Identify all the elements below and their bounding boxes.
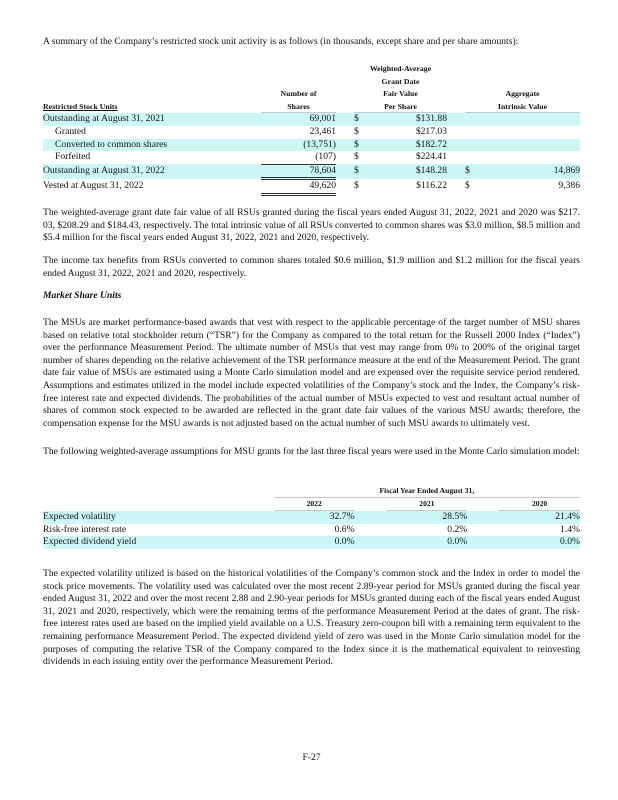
header-price-l4: Per Share bbox=[354, 100, 447, 113]
row-agg-dollar: $ bbox=[465, 164, 495, 179]
row-dollar-sign: $ bbox=[354, 180, 359, 192]
header-price-l2: Grant Date bbox=[381, 76, 420, 86]
row-dollar-sign: $ bbox=[354, 139, 384, 152]
row-shares: 23,461 bbox=[309, 125, 336, 137]
header-price-l3: Fair Value bbox=[383, 89, 418, 99]
header-shares-l2: Shares bbox=[261, 100, 336, 113]
msu-assumptions-intro: The following weighted-average assumptions for MSU grants for the last three fiscal years were used in the Monte Carlo simulation model: bbox=[43, 446, 580, 457]
row-price: $182.72 bbox=[384, 139, 447, 152]
row-price: $224.41 bbox=[415, 151, 447, 163]
header-agg-l2: Intrinsic Value bbox=[465, 100, 580, 113]
table-row bbox=[43, 139, 580, 152]
row-shares: 49,620 bbox=[261, 179, 336, 195]
header-year-2020: 2020 bbox=[499, 497, 580, 511]
row-dollar-sign: $ bbox=[354, 164, 384, 179]
rsu-tax-benefit-paragraph: The income tax benefits from RSUs converted to common shares totaled $0.6 million, $1.9 million and $1.2 million for the fiscal years ended August 31, 2022, 2021 and 2020, respectively. bbox=[43, 255, 580, 279]
row-dollar-sign: $ bbox=[354, 151, 359, 163]
row-shares: (107) bbox=[261, 151, 336, 164]
table-row bbox=[43, 179, 580, 195]
rsu-header-row bbox=[43, 62, 580, 75]
row-agg-dollar bbox=[465, 139, 495, 152]
row-value-2021: 0.0% bbox=[386, 536, 467, 549]
row-agg bbox=[495, 126, 580, 139]
row-value-2022: 0.6% bbox=[334, 523, 355, 535]
row-price: $148.28 bbox=[384, 164, 447, 179]
row-value-2020: 21.4% bbox=[499, 511, 580, 524]
row-label: Outstanding at August 31, 2022 bbox=[43, 164, 261, 179]
row-agg-dollar bbox=[465, 126, 495, 139]
msu-description-paragraph: The MSUs are market performance-based awards that vest with respect to the applicable percentage of the target number of MSU shares based on relative total stockholder return (“TSR”) for the Company as compared to the total return for the Russell 2000 Index (“Index”) over the performance Measurement Period. The ultimate number of MSUs that vest may range from 0% to 200% of the original target number of shares depending on the relative achievement of the TSR performance measure at the end of the Measurement Period. The grant date fair value of MSUs are estimated using a Monte Carlo simulation model and are expensed over the requisite service period rendered. Assumptions and estimates utilized in the model include expected volatilities of the Company’s stock and the Index, the Company’s risk-free interest rate and expected dividends. The probabilities of the actual number of MSUs expected to vest and resultant actual number of shares of common stock expected to be awarded are reflected in the grant date fair values of the various MSU awards; therefore, the compensation expense for the MSU awards is not adjusted based on the actual number of such MSU awards to ultimately vest. bbox=[43, 317, 580, 429]
row-value-2021: 0.2% bbox=[447, 523, 468, 535]
section-heading-market-share-units: Market Share Units bbox=[43, 290, 122, 301]
header-fiscal-year-group: Fiscal Year Ended August 31, bbox=[274, 484, 580, 497]
table-row bbox=[43, 511, 580, 524]
msu-assumptions-table bbox=[43, 484, 580, 549]
page-number: F-27 bbox=[302, 752, 321, 763]
row-shares: 78,604 bbox=[261, 164, 336, 179]
rsu-intro-text: A summary of the Company’s restricted stock unit activity is as follows (in thousands, except share and per share amounts): bbox=[43, 36, 519, 47]
row-label: Forfeited bbox=[55, 151, 91, 163]
header-agg-l1: Aggregate bbox=[505, 89, 540, 99]
rsu-activity-table bbox=[43, 62, 580, 196]
row-dollar-sign: $ bbox=[354, 113, 384, 126]
header-year-2021: 2021 bbox=[386, 497, 467, 511]
row-shares: (13,751) bbox=[261, 139, 336, 152]
row-agg bbox=[495, 139, 580, 152]
row-agg-dollar bbox=[465, 151, 495, 164]
row-label: Expected dividend yield bbox=[43, 536, 274, 549]
row-value-2021: 28.5% bbox=[386, 511, 467, 524]
row-label: Converted to common shares bbox=[43, 139, 261, 152]
row-agg-dollar bbox=[465, 113, 495, 126]
row-value-2022: 0.0% bbox=[274, 536, 355, 549]
row-label: Expected volatility bbox=[43, 511, 274, 524]
row-label: Risk-free interest rate bbox=[43, 523, 127, 535]
row-agg: 14,869 bbox=[495, 164, 580, 179]
row-price: $131.88 bbox=[384, 113, 447, 126]
table-row bbox=[43, 113, 580, 126]
header-year-2022: 2022 bbox=[274, 497, 355, 511]
table-row bbox=[43, 151, 580, 164]
row-price: $116.22 bbox=[416, 180, 447, 192]
row-value-2020: 0.0% bbox=[499, 536, 580, 549]
row-agg-dollar: $ bbox=[465, 180, 470, 192]
row-label: Granted bbox=[55, 125, 86, 137]
table-row bbox=[43, 126, 580, 139]
table-row bbox=[43, 524, 580, 537]
row-label: Outstanding at August 31, 2021 bbox=[43, 113, 261, 126]
row-shares: 69,001 bbox=[261, 113, 336, 126]
table-row bbox=[43, 536, 580, 549]
row-label: Vested at August 31, 2022 bbox=[43, 180, 144, 192]
row-agg: 9,386 bbox=[558, 180, 580, 192]
row-price: $217.03 bbox=[415, 125, 447, 137]
header-shares-l1: Number of bbox=[280, 89, 317, 99]
expected-volatility-paragraph: The expected volatility utilized is based on the historical volatilities of the Company’s common stock and the Index in order to model the stock price movements. The volatility used was calculated over the most recent 2.89-year period for MSUs granted during the fiscal year ended August 31, 2022 and over the most recent 2.88 and 2.90-year periods for MSUs granted during each of the fiscal years ended August 31, 2021 and 2020, respectively, which were the remaining terms of the performance Measurement Period at the dates of grant. The risk-free interest rates used are based on the implied yield available on a U.S. Treasury zero-coupon bill with a remaining term equivalent to the remaining performance Measurement Period. The expected dividend yield of zero was used in the Monte Carlo simulation model for the purposes of computing the relative TSR of the Company compared to the Index since it is the mathematical equivalent to reinvesting dividends in each issuing entity over the performance Measurement Period. bbox=[43, 568, 580, 668]
header-restricted-stock-units: Restricted Stock Units bbox=[43, 102, 118, 112]
table-row bbox=[43, 164, 580, 179]
row-dollar-sign: $ bbox=[354, 125, 359, 137]
rsu-fair-value-paragraph: The weighted-average grant date fair value of all RSUs granted during the fiscal years ended August 31, 2022, 2021 and 2020 was $217. 03, $208.29 and $184.43, respectively. The total intrinsic value of all RSUs converted to common shares was $3.0 million, $8.5 million and $5.4 million for the fiscal years ended August 31, 2022, 2021 and 2020, respectively. bbox=[43, 207, 580, 244]
row-value-2022: 32.7% bbox=[274, 511, 355, 524]
header-price-l1: Weighted-Average bbox=[369, 64, 432, 74]
row-agg bbox=[495, 151, 580, 164]
row-agg bbox=[495, 113, 580, 126]
row-value-2020: 1.4% bbox=[560, 523, 580, 535]
